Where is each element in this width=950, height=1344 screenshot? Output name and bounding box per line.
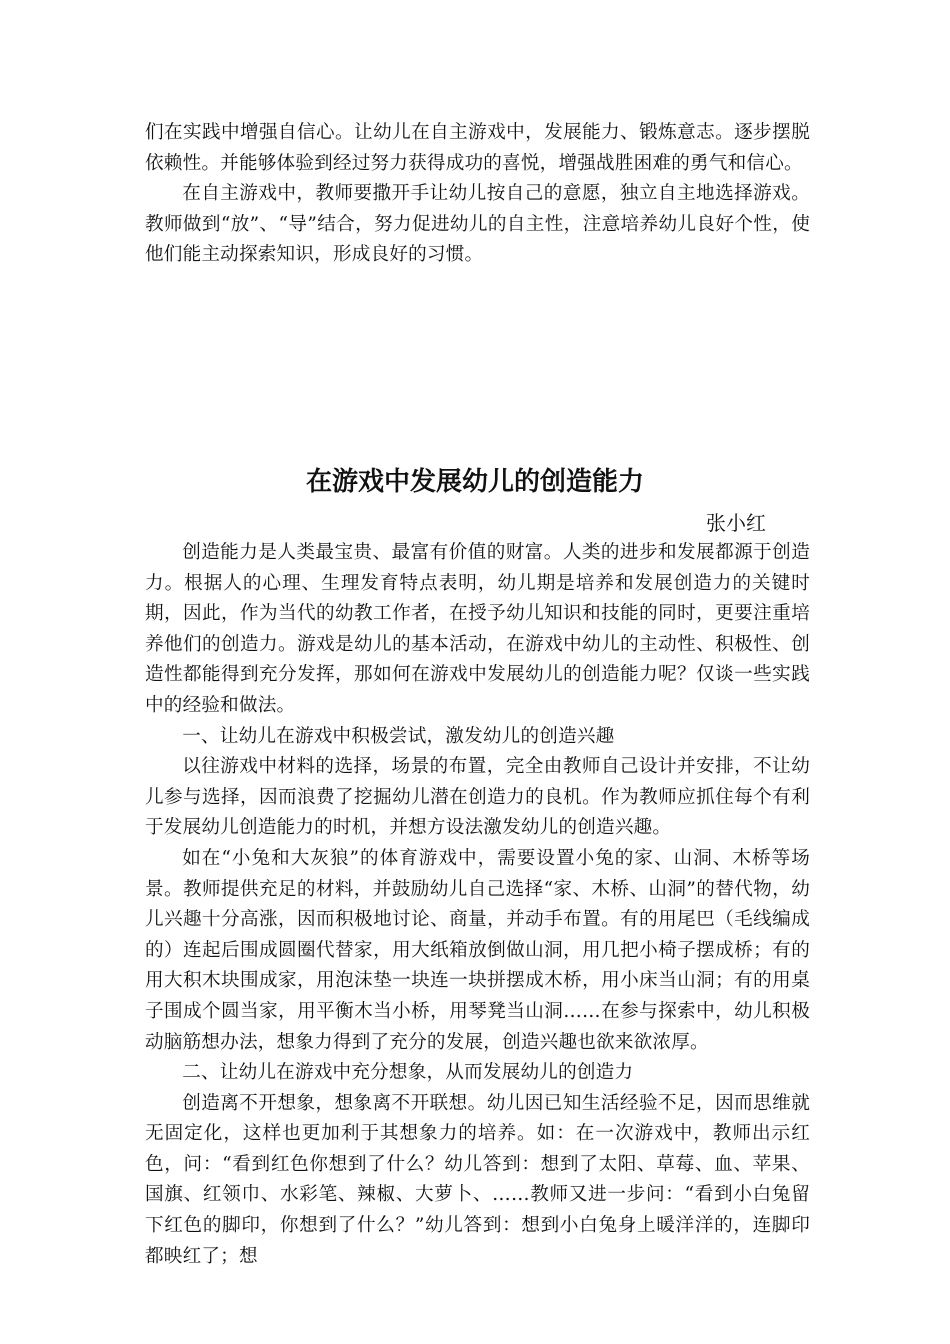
article-title: 在游戏中发展幼儿的创造能力	[305, 467, 644, 497]
paragraph: 们在实践中增强自信心。让幼儿在自主游戏中，发展能力、锻炼意志。逐步摆脱依赖性。并能够体验到经过努力获得成功的喜悦，增强战胜困难的勇气和信心。	[145, 122, 810, 174]
section-heading: 二、让幼儿在游戏中充分想象，从而发展幼儿的创造力	[182, 1062, 634, 1084]
article-body	[145, 538, 810, 1272]
previous-article-continuation	[145, 118, 810, 271]
paragraph: 创造能力是人类最宝贵、最富有价值的财富。人类的进步和发展都源于创造力。根据人的心理、生理发育特点表明，幼儿期是培养和发展创造力的关键时期，因此，作为当代的幼教工作者，在授予幼儿知识和技能的同时，更要注重培养他们的创造力。游戏是幼儿的基本活动，在游戏中幼儿的主动性、积极性、创造性都能得到充分发挥，那如何在游戏中发展幼儿的创造能力呢？仅谈一些实践中的经验和做法。	[145, 542, 810, 716]
section-heading: 一、让幼儿在游戏中积极尝试，激发幼儿的创造兴趣	[182, 725, 615, 747]
paragraph: 以往游戏中材料的选择，场景的布置，完全由教师自己设计并安排，不让幼儿参与选择，因而浪费了挖掘幼儿潜在创造力的良机。作为教师应抓住每个有利于发展幼儿创造能力的时机，并想方设法激发幼儿的创造兴趣。	[145, 756, 810, 839]
paragraph: 如在“小兔和大灰狼”的体育游戏中，需要设置小兔的家、山洞、木桥等场景。教师提供充足的材料，并鼓励幼儿自己选择“家、木桥、山洞”的替代物，幼儿兴趣十分高涨，因而积极地讨论、商量，并动手布置。有的用尾巴（毛线编成的）连起后围成圆圈代替家，用大纸箱放倒做山洞，用几把小椅子摆成桥；有的用大积木块围成家，用泡沫垫一块连一块拼摆成木桥，用小床当山洞；有的用桌子围成个圆当家，用平衡木当小桥，用琴凳当山洞……在参与探索中，幼儿积极动脑筋想办法，想象力得到了充分的发展，创造兴趣也欲来欲浓厚。	[145, 847, 810, 1053]
paragraph: 创造离不开想象，想象离不开联想。幼儿因已知生活经验不足，因而思维就无固定化，这样也更加利于其想象力的培养。如：在一次游戏中，教师出示红色，问：“看到红色你想到了什么？幼儿答到：想到了太阳、草莓、血、苹果、国旗、红领巾、水彩笔、辣椒、大萝卜、……教师又进一步问：“看到小白兔留下红色的脚印，你想到了什么？”幼儿答到：想到小白兔身上暖洋洋的，连脚印都映红了；想	[145, 1092, 810, 1267]
article-author: 张小红	[706, 511, 766, 535]
paragraph: 在自主游戏中，教师要撒开手让幼儿按自己的意愿，独立自主地选择游戏。教师做到“放”、“导”结合，努力促进幼儿的自主性，注意培养幼儿良好个性，使他们能主动探索知识，形成良好的习惯。	[145, 183, 810, 266]
